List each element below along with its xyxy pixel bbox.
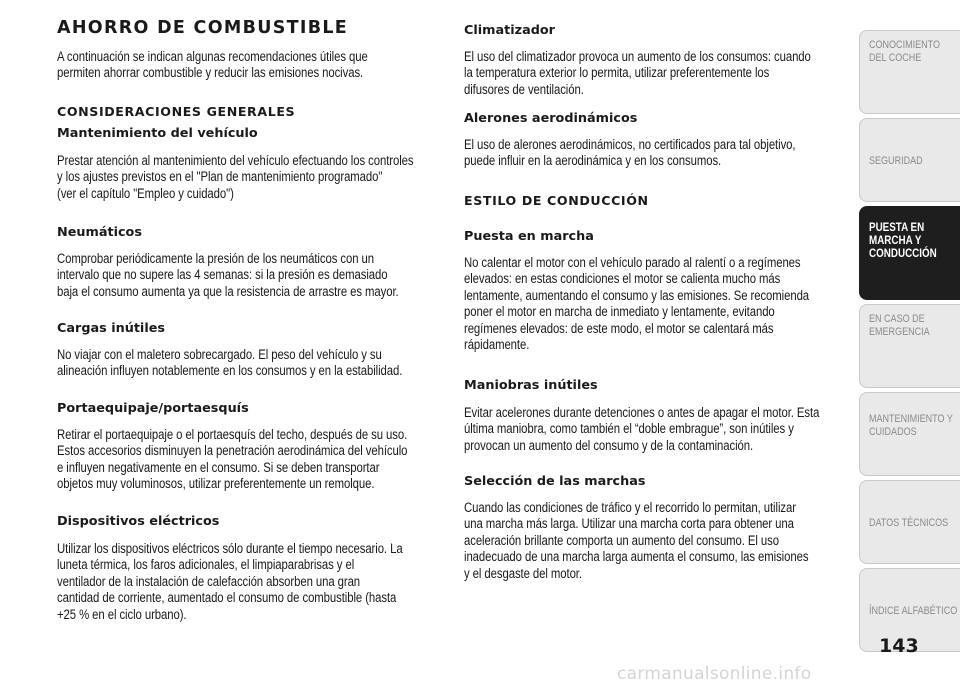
item-heading-start: Puesta en marcha [464,229,594,244]
text-line: elevados: en estas condiciones el motor se calienta mucho más [464,271,781,288]
text-line: una marcha más larga. Utilizar una marcha corta para obtener una [464,516,794,533]
item-heading-useless-manoeuvres: Maniobras inútiles [464,378,598,393]
tab-label: PUESTA EN MARCHA Y CONDUCCIÓN [869,220,937,260]
text-line: intervalo que no supere las 4 semanas: si la presión es demasiado [57,267,388,284]
item-body-loads [57,347,441,380]
text-line: (ver el capítulo "Empleo y cuidado") [57,185,234,202]
item-heading-climate: Climatizador [464,23,555,38]
item-body-tyres [57,251,441,300]
item-body-useless-manoeuvres [464,405,848,454]
page-title: AHORRO DE COMBUSTIBLE [57,18,349,38]
text-line: No calentar el motor con el vehículo parado al ralentí o a regímenes [464,255,801,271]
watermark: carmanualsonline.info [617,664,812,684]
text-line: Comprobar periódicamente la presión de los neumáticos con un [57,251,374,267]
text-line: baja el consumo aumenta ya que la resistencia de arrastre es mayor. [57,283,399,300]
tab-seguridad[interactable] [859,118,960,202]
item-heading-electrical: Dispositivos eléctricos [57,514,220,529]
text-line: alineación influyen notablemente en los consumos y en la estabilidad. [57,363,403,380]
item-body-electrical [57,541,441,623]
text-line: difusores de ventilación. [464,81,584,98]
section-heading-driving-style: ESTILO DE CONDUCCIÓN [464,193,649,208]
text-line: Cuando las condiciones de tráfico y el recorrido lo permitan, utilizar [464,500,796,516]
tab-label: EN CASO DE EMERGENCIA [869,313,930,338]
page-number: 143 [879,635,919,657]
item-heading-maintenance: Mantenimiento del vehículo [57,126,258,141]
text-line: No viajar con el maletero sobrecargado. El peso del vehículo y su [57,347,382,363]
text-line: provocan un aumento del consumo y de la contaminación. [464,437,754,454]
text-line: y el desgaste del motor. [464,565,582,582]
text-line: la temperatura exterior lo permita, utilizar preferentemente los [464,65,770,82]
text-line: y los ajustes previstos en el "Plan de mantenimiento programado" [57,169,383,186]
text-line: última maniobra, como también el “doble embrague”, son inútiles y [464,421,794,438]
tab-label: CONOCIMIENTO DEL COCHE [869,39,940,64]
text-line: ventilador de la instalación de calefacción absorben una gran [57,573,361,590]
item-body-gear-selection [464,500,848,582]
item-heading-gear-selection: Selección de las marchas [464,474,646,489]
tab-label: SEGURIDAD [869,155,923,167]
item-body-maintenance [57,153,441,202]
tab-en-caso-de-emergencia[interactable] [859,304,960,388]
text-line: El uso de alerones aerodinámicos, no certificados para tal objetivo, [464,137,796,153]
text-line: poner el motor en marcha de inmediato y lentamente, evitando [464,304,775,321]
text-line: regímenes elevados: de este modo, el motor se calentará más [464,320,774,337]
item-heading-spoilers: Alerones aerodinámicos [464,111,638,126]
item-heading-tyres: Neumáticos [57,225,142,240]
item-body-roof-rack [57,427,441,493]
item-heading-roof-rack: Portaequipaje/portaesquís [57,401,249,416]
text-line: El uso del climatizador provoca un aumento de los consumos: cuando [464,49,811,65]
item-body-climate [464,49,848,98]
text-line: objetos muy voluminosos, utilizar preferentemente un remolque. [57,476,375,493]
text-line: permiten ahorrar combustible y reducir las emisiones nocivas. [57,65,364,82]
tab-label: ÍNDICE ALFABÉTICO [869,605,958,617]
text-line: inadecuado de una marcha larga aumenta el consumo, las emisiones [464,549,809,566]
text-line: aceleración brillante comporta un aumento del consumo. El uso [464,532,779,549]
text-line: puede influir en la aerodinámica y en los consumos. [464,153,722,170]
text-line: Utilizar los dispositivos eléctricos sólo durante el tiempo necesario. La [57,541,403,557]
text-line: Estos accesorios disminuyen la penetración aerodinámica del vehículo [57,443,408,460]
tab-conocimiento-del-coche[interactable] [859,30,960,114]
text-line: cantidad de corriente, aumentado el consumo de combustible (hasta [57,590,397,607]
tab-datos-tecnicos[interactable] [859,480,960,564]
item-heading-loads: Cargas inútiles [57,321,165,336]
tab-puesta-en-marcha[interactable] [859,206,960,300]
text-line: +25 % en el ciclo urbano). [57,606,187,623]
tab-label: DATOS TÉCNICOS [869,517,949,529]
tab-mantenimiento[interactable] [859,392,960,476]
intro-paragraph [57,49,441,82]
text-line: rápidamente. [464,337,530,354]
text-line: e influyen negativamente en el consumo. Si se deben transportar [57,459,380,476]
text-line: A continuación se indican algunas recomendaciones útiles que [57,49,368,65]
text-line: luneta térmica, los faros adicionales, el limpiaparabrisas y el [57,557,355,574]
text-line: lentamente, aumentando el consumo y las emisiones. Se recomienda [464,287,810,304]
text-line: Evitar acelerones durante detenciones o antes de apagar el motor. Esta [464,405,820,421]
section-heading-general: CONSIDERACIONES GENERALES [57,104,296,119]
item-body-start [464,255,848,353]
text-line: Prestar atención al mantenimiento del vehículo efectuando los controles [57,153,414,169]
tab-label: MANTENIMIENTO Y CUIDADOS [869,413,953,438]
text-line: Retirar el portaequipaje o el portaesquís del techo, después de su uso. [57,427,408,443]
item-body-spoilers [464,137,848,170]
